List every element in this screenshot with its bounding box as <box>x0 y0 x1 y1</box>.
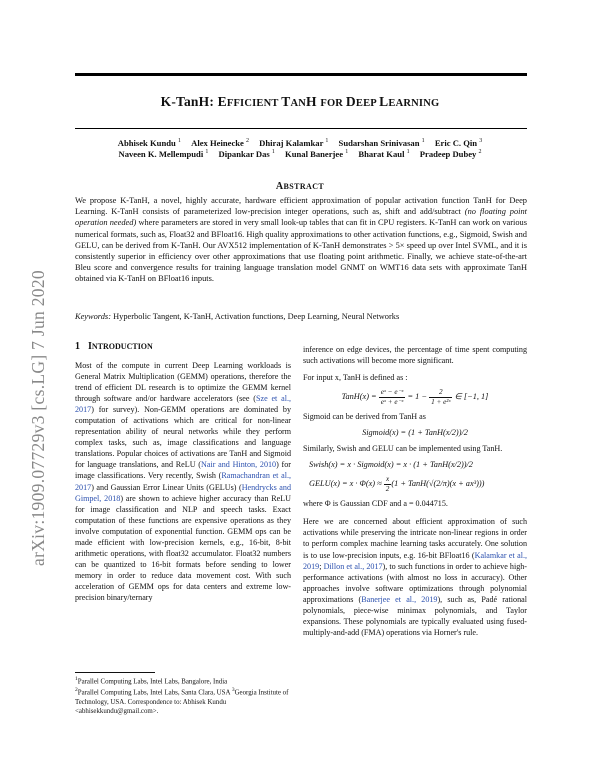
author-list-row-1 <box>0 138 600 148</box>
title-bottom-rule <box>75 128 527 129</box>
equation-sigmoid: Sigmoid(x) = (1 + TanH(x/2))/2 <box>362 428 468 438</box>
author-name: Eric C. Qin $^3$ <box>434 138 483 148</box>
author-list-row-2 <box>0 149 600 159</box>
left-column <box>75 360 291 603</box>
footnote-rule <box>75 672 155 673</box>
citation-link[interactable]: Dillon et al., 2017 <box>323 561 383 571</box>
equation-tanh: TanH(x) = $\frac{\text{eˣ − e⁻ˣ}}{\text{eˣ + e⁻ˣ}}$ = 1 − $\frac{2}{\text{1 + e²ˣ}}$ ∈ [−1, 1] <box>341 388 489 406</box>
title-top-rule <box>75 73 527 76</box>
paper-title: K-TanH: EFFICIENT TANH FOR DEEP LEARNING <box>160 94 440 109</box>
paragraph: For input x, TanH is defined as : <box>303 373 408 383</box>
footnote: $^1$Parallel Computing Labs, Intel Labs, Bangalore, India <box>75 676 228 686</box>
citation-link[interactable]: Hendrycks and Gimpel, 2018 <box>75 482 291 503</box>
paragraph: Similarly, Swish and GELU can be implemented using TanH. <box>303 444 503 454</box>
equation-swish: Swish(x) = x · Sigmoid(x) = x · (1 + TanH(x/2))/2 <box>309 460 473 470</box>
paragraph: Most of the compute in current Deep Learning workloads is General Matrix Multiplication (GEMM) operations, therefore the trend of efficient DL research is to optimize the GEMM kernel through software and/or hardware accelerators (see (Sze et al., 2017) for survey). Non-GEMM operations are dominated by computation of activations which are critical for non-linear representation ability of neural networks while they perform complex tasks, such as, image classifications and language translations. Popular choices of activations are TanH and Sigmoid for language translations, and ReLU (Nair and Hinton, 2010) for image classifications. Very recently, Swish (Ramachandran et al., 2017) and Gaussian Error Linear Units (GELUs) (Hendrycks and Gimpel, 2018) are shown to achieve higher accuracy than ReLU for image classification and NLP and speech tasks. Exact computation of these functions are expensive operations as they involve computation of exponential function. GEMM ops can be made efficient with low-precision kernels, e.g., 16-bit, 8-bit arithmetic operations, with float32 accumulator. Float32 numbers can be quantized to 16-bit formats before sending to lower memory in order to reduce data movement cost. With such acceleration of GEMM ops for data centers and extreme low-precision binary/ternary <box>75 361 291 602</box>
author-name: Alex Heinecke $^2$ <box>191 138 250 148</box>
footnotes <box>75 675 291 716</box>
right-column <box>303 344 527 638</box>
citation-link[interactable]: Banerjee et al., 2019 <box>361 594 438 604</box>
arxiv-identifier[interactable]: arXiv:1909.07729v3 [cs.LG] 7 Jun 2020 <box>28 270 48 566</box>
citation-link[interactable]: Kalamkar et al., 2019 <box>303 550 527 571</box>
paragraph: inference on edge devices, the percentage of time spent computing such activations will become more significant. <box>303 345 527 366</box>
author-name: Pradeep Dubey $^2$ <box>419 149 482 159</box>
citation-link[interactable]: Nair and Hinton, 2010 <box>201 460 277 470</box>
equation-gelu: GELU(x) = x · Φ(x) ≈ $\frac{x}{2}$ (1 + TanH(√(2/π)(x + ax³))) <box>309 475 485 493</box>
author-name: Dipankar Das $^1$ <box>218 149 275 159</box>
author-name: Kunal Banerjee $^1$ <box>285 149 349 159</box>
keywords: Keywords: Hyperbolic Tangent, K-TanH, Activation functions, Deep Learning, Neural Networks <box>75 312 400 321</box>
author-name: Dhiraj Kalamkar $^1$ <box>259 138 329 148</box>
section-heading: 1 INTRODUCTION <box>75 341 153 352</box>
author-name: Bharat Kaul $^1$ <box>358 149 410 159</box>
abstract-heading: ABSTRACT <box>275 181 325 192</box>
paragraph: where Φ is Gaussian CDF and a = 0.044715. <box>303 499 448 509</box>
paragraph: Sigmoid can be derived from TanH as <box>303 412 426 422</box>
abstract-text: We propose K-TanH, a novel, highly accurate, hardware efficient approximation of popular activation function TanH for Deep Learning. K-TanH consists of parameterized low-precision integer operations, such as, shift and add/subtract (no floating point operation needed) where parameters are stored in very small look-up tables that can fit in CPU registers. K-TanH can work on various numerical formats, such as, Float32 and BFloat16. High quality approximations to other activation functions, e.g., Sigmoid, Swish and GELU, can be derived from K-TanH. Our AVX512 implementation of K-TanH demonstrates > 5× speed up over Intel SVML, and it is consistently superior in efficiency over other approximations that use floating point arithmetic. Finally, we achieve state-of-the-art Bleu score and convergence results for training language translation model GNMT on WMT16 data sets with approximate TanH obtained via K-TanH on BFloat16 inputs. <box>75 196 528 284</box>
citation-link[interactable]: Sze et al., 2017 <box>75 394 291 415</box>
author-name: Sudarshan Srinivasan $^1$ <box>338 138 425 148</box>
footnote: $^2$Parallel Computing Labs, Intel Labs, Santa Clara, USA $^3$Georgia Institute of Technology, USA. Correspondence to: Abhisek Kundu <abhisekkundu@gmail.com>. <box>75 687 289 715</box>
author-name: Naveen K. Mellempudi $^1$ <box>118 149 209 159</box>
author-name: Abhisek Kundu $^1$ <box>117 138 181 148</box>
citation-link[interactable]: Ramachandran et al., 2017 <box>75 471 291 492</box>
paragraph: Here we are concerned about efficient approximation of such activations while preserving the intricate non-linear regions in order to perform complex machine learning tasks accurately. One solution is to use low-precision inputs, e.g. 16-bit BFloat16 (Kalamkar et al., 2019; Dillon et al., 2017), to such functions in order to achieve high-performance activations (with almost no loss in accuracy). Other approaches involve software optimizations through polynomial approximations (Banerjee et al., 2019), such as, Padé rational polynomials, piece-wise minimax polynomials, and Taylor expansions. These polynomials are typically evaluated using fused-multiply-and-add (FMA) operations via Horner's rule. <box>303 517 527 637</box>
